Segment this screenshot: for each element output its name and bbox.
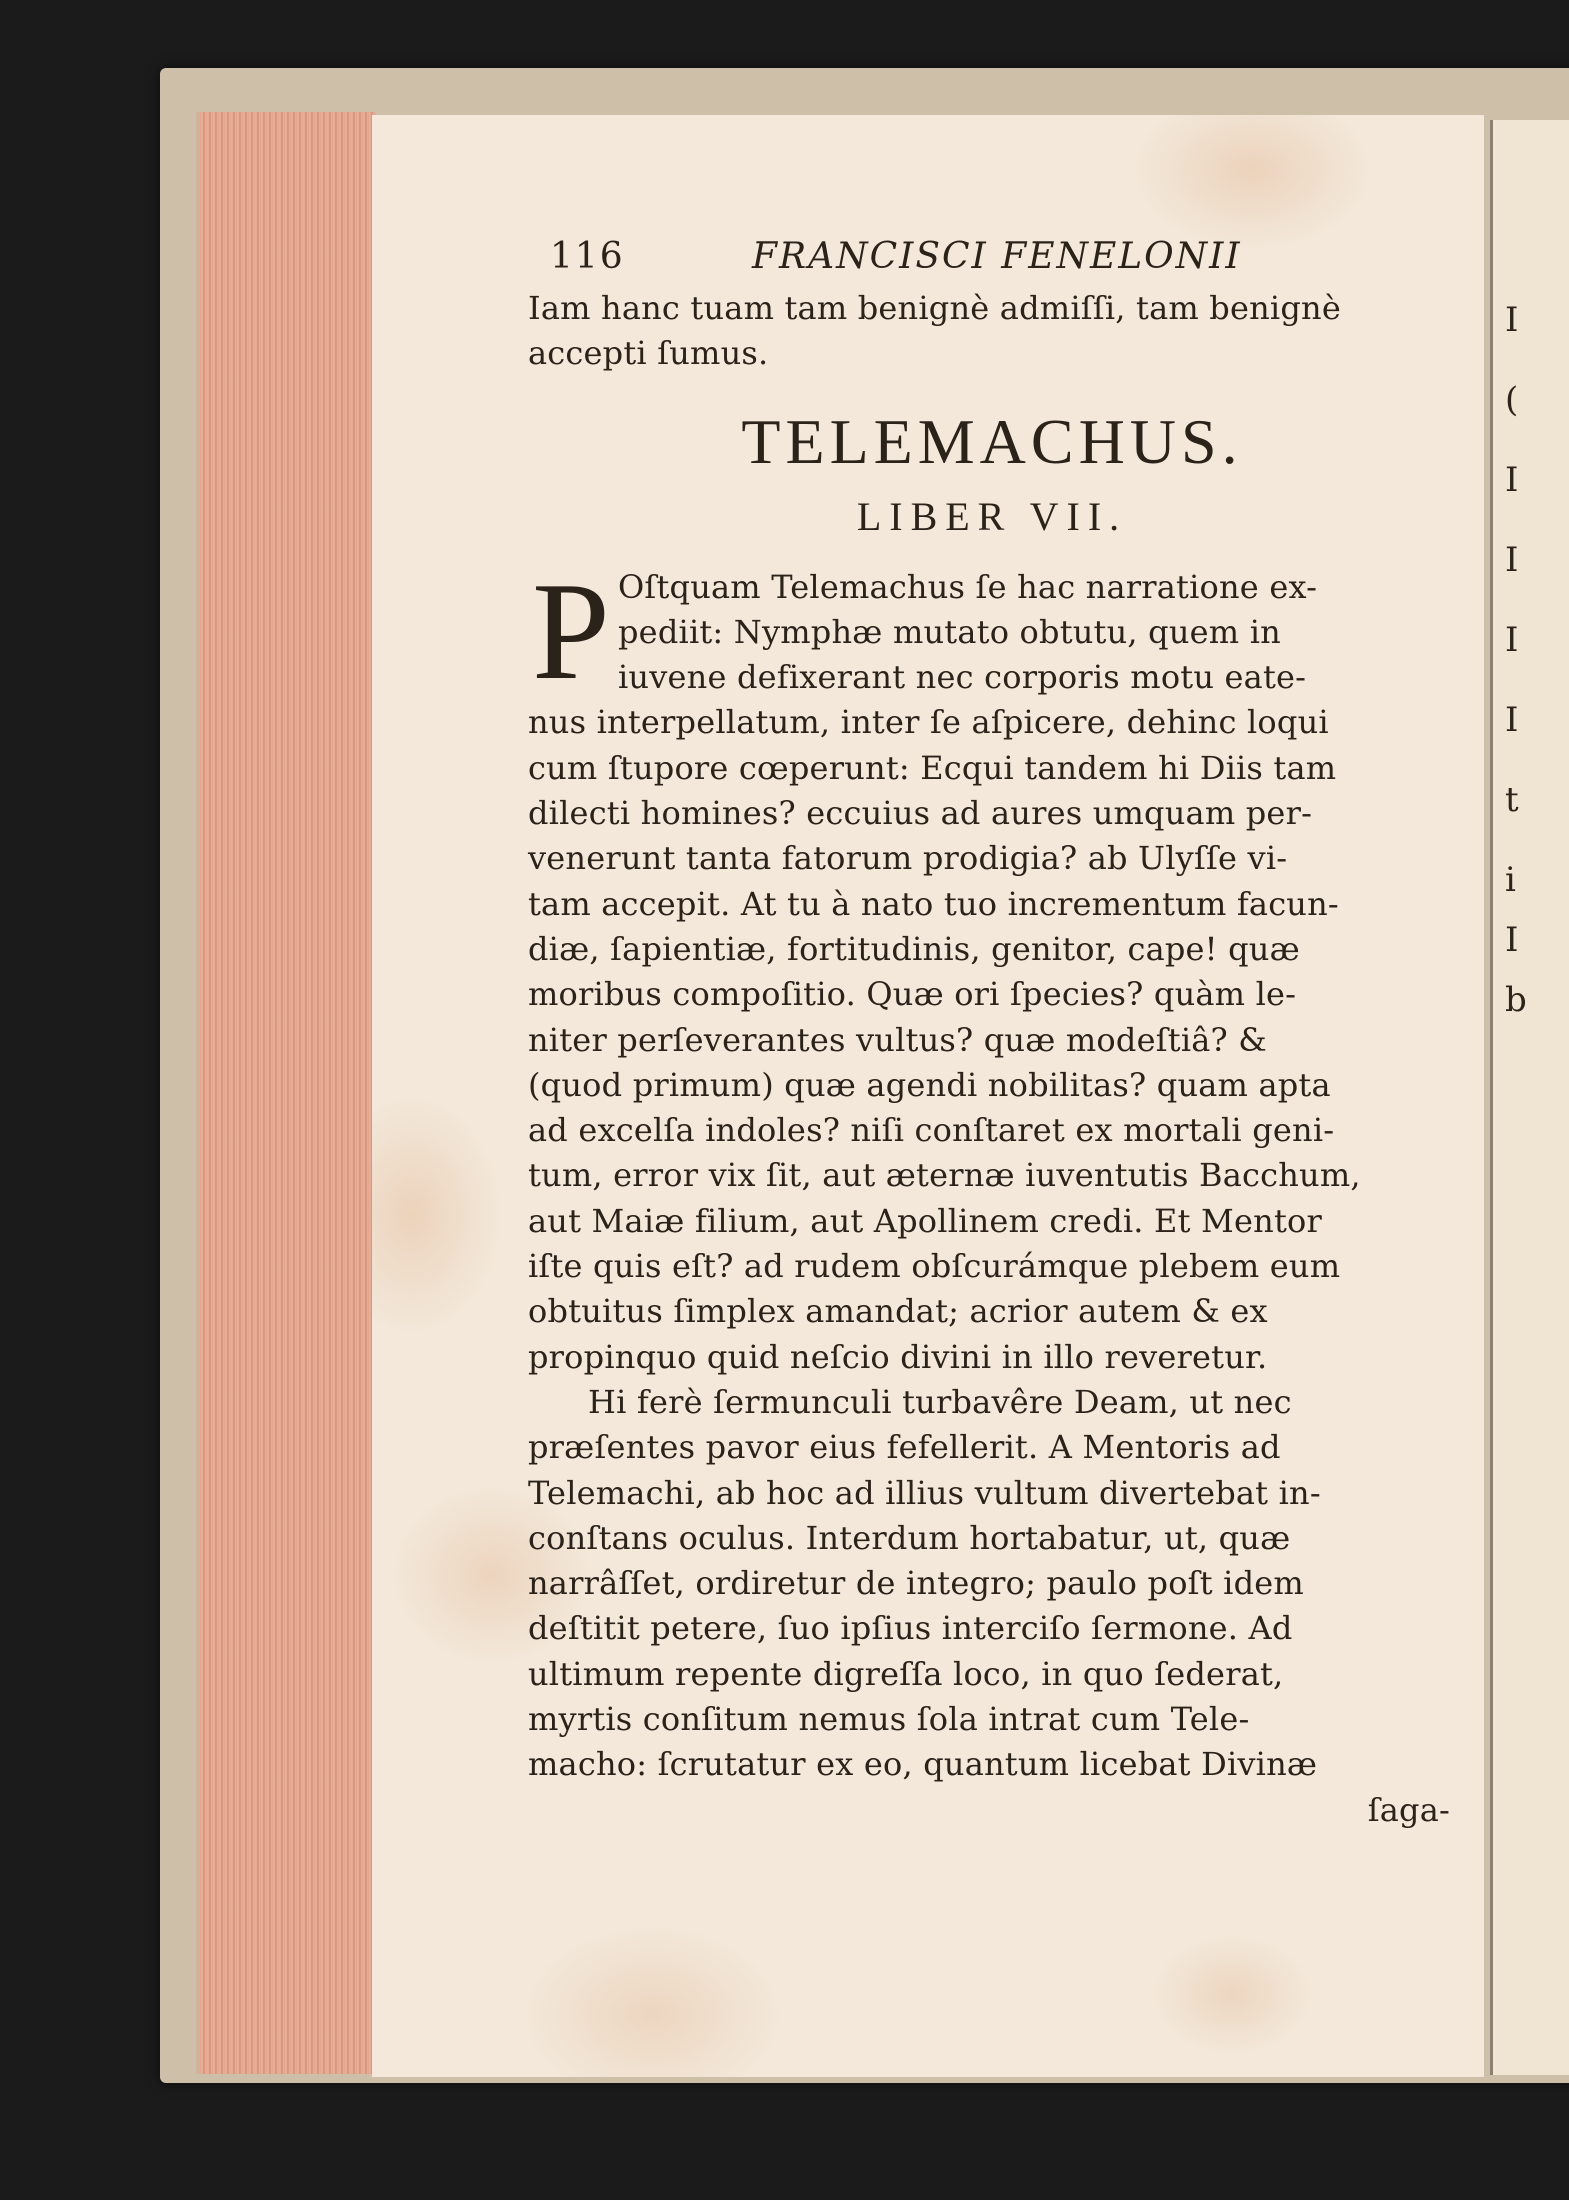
text-line: dilecti homines? eccuius ad aures umquam per- bbox=[528, 794, 1313, 833]
text-line: moribus compoſitio. Quæ ori ſpecies? quàm le- bbox=[528, 975, 1297, 1014]
catchword: ſaga- bbox=[1367, 1790, 1450, 1829]
next-page-fragment: I bbox=[1505, 300, 1519, 340]
page-text bbox=[528, 230, 1456, 1833]
text-line: Telemachi, ab hoc ad illius vultum divertebat in- bbox=[528, 1473, 1321, 1512]
next-page-fragment: I bbox=[1505, 920, 1519, 960]
chapter-title: TELEMACHUS. bbox=[741, 405, 1243, 477]
text-line: iuvene defixerant nec corporis motu eate- bbox=[618, 658, 1307, 697]
next-page-fragment: I bbox=[1505, 540, 1519, 580]
text-line: propinquo quid neſcio divini in illo reveretur. bbox=[528, 1337, 1268, 1376]
next-page-edge bbox=[1490, 120, 1569, 2075]
text-line: præſentes pavor eius fefellerit. A Mentoris ad bbox=[528, 1428, 1281, 1467]
text-line: diæ, ſapientiæ, fortitudinis, genitor, cape! quæ bbox=[528, 929, 1300, 968]
paragraph-2 bbox=[528, 1380, 1456, 1788]
text-line: pediit: Nymphæ mutato obtutu, quem in bbox=[618, 612, 1281, 651]
next-page-fragment: t bbox=[1505, 780, 1519, 820]
text-line: myrtis conſitum nemus ſola intrat cum Tele- bbox=[528, 1700, 1250, 1739]
text-line: niter perſeverantes vultus? quæ modeſtiâ? & bbox=[528, 1020, 1267, 1059]
text-line: Oſtquam Telemachus ſe hac narratione ex- bbox=[618, 567, 1318, 606]
text-line: narrâſſet, ordiretur de integro; paulo poſt idem bbox=[528, 1564, 1304, 1603]
text-line: Iam hanc tuam tam benignè admiſſi, tam benignè bbox=[528, 289, 1341, 327]
next-page-fragment: b bbox=[1505, 980, 1527, 1020]
text-line: tam accepit. At tu à nato tuo incrementum facun- bbox=[528, 884, 1339, 923]
book-number: LIBER VII. bbox=[856, 493, 1128, 539]
page-edges bbox=[196, 112, 376, 2074]
next-page-fragment: I bbox=[1505, 460, 1519, 500]
text-line: obtuitus ſimplex amandat; acrior autem & ex bbox=[528, 1292, 1268, 1331]
text-line: cum ſtupore cœperunt: Ecqui tandem hi Diis tam bbox=[528, 748, 1337, 787]
running-head bbox=[528, 230, 1456, 286]
text-line: (quod primum) quæ agendi nobilitas? quam apta bbox=[528, 1065, 1331, 1104]
text-line: deſtitit petere, ſuo ipſius interciſo ſermone. Ad bbox=[528, 1609, 1293, 1648]
running-head-title: FRANCISCI FENELONII bbox=[752, 236, 1242, 277]
paragraph-1-body bbox=[528, 700, 1456, 1379]
next-page-fragment: i bbox=[1505, 860, 1516, 900]
next-page-fragment: I bbox=[1505, 700, 1519, 740]
drop-cap: P bbox=[532, 553, 610, 709]
text-line: aut Maiæ filium, aut Apollinem credi. Et Mentor bbox=[528, 1201, 1322, 1240]
opening-paragraph bbox=[528, 553, 1456, 709]
page-number: 116 bbox=[550, 236, 625, 277]
text-line: Hi ferè ſermunculi turbavêre Deam, ut nec bbox=[588, 1382, 1292, 1421]
text-line: iſte quis eſt? ad rudem obſcurámque plebem eum bbox=[528, 1247, 1341, 1286]
text-line: accepti ſumus. bbox=[528, 334, 769, 373]
next-page-fragment: ( bbox=[1505, 380, 1519, 420]
text-line: macho: ſcrutatur ex eo, quantum licebat Divinæ bbox=[528, 1745, 1318, 1784]
text-line: tum, error vix ſit, aut æternæ iuventutis Bacchum, bbox=[528, 1156, 1361, 1195]
text-line: conſtans oculus. Interdum hortabatur, ut, quæ bbox=[528, 1518, 1291, 1557]
text-line: ad excelſa indoles? niſi conſtaret ex mortali geni- bbox=[528, 1111, 1335, 1150]
next-page-fragment: I bbox=[1505, 620, 1519, 660]
text-line: nus interpellatum, inter ſe aſpicere, dehinc loqui bbox=[528, 703, 1329, 742]
text-line: venerunt tanta fatorum prodigia? ab Ulyſſe vi- bbox=[528, 839, 1288, 878]
text-line: ultimum repente digreſſa loco, in quo ſederat, bbox=[528, 1654, 1284, 1693]
